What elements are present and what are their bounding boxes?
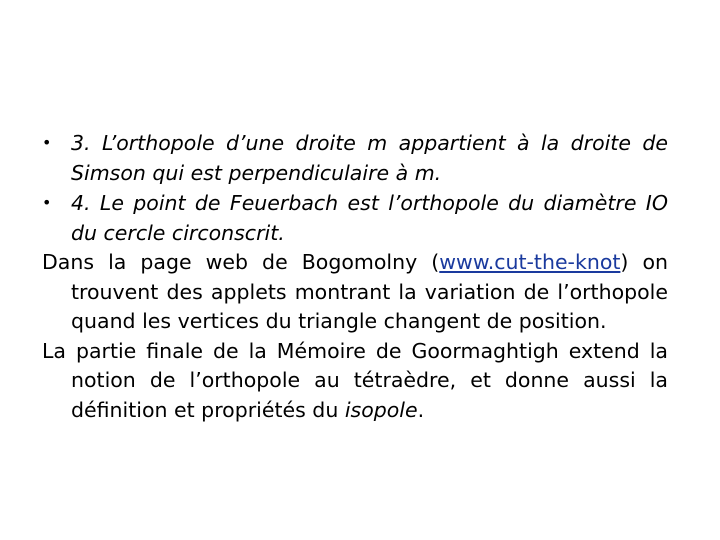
bullet-item-3 bbox=[42, 128, 668, 188]
cut-the-knot-link[interactable]: www.cut-the-knot bbox=[439, 250, 621, 274]
isopole-term: isopole bbox=[344, 397, 418, 422]
para1-after: ) on trouvent des applets montrant la variation de l’orthopole quand les vertices du triangle changent de position. bbox=[71, 250, 668, 333]
bullet-dot: • bbox=[42, 193, 52, 212]
paragraph-bogomolny bbox=[42, 248, 668, 337]
bullet-dot: • bbox=[42, 133, 52, 152]
para1-before: Dans la page web de Bogomolny ( bbox=[42, 250, 440, 274]
item4-text: 4. Le point de Feuerbach est l’orthopole du diamètre IO du cercle circonscrit. bbox=[71, 191, 668, 245]
text-block bbox=[42, 128, 668, 425]
paragraph-goormaghtigh bbox=[42, 337, 668, 426]
item3-text: 3. L’orthopole d’une droite m appartient à la droite de Simson qui est perpendiculaire à m. bbox=[71, 131, 668, 185]
para2-before: La partie finale de la Mémoire de Goormaghtigh extend la notion de l’orthopole au tétraèdre, et donne aussi la définition et propriétés du bbox=[42, 338, 668, 422]
para2-after: . bbox=[417, 397, 425, 422]
bullet-item-4 bbox=[42, 188, 668, 248]
